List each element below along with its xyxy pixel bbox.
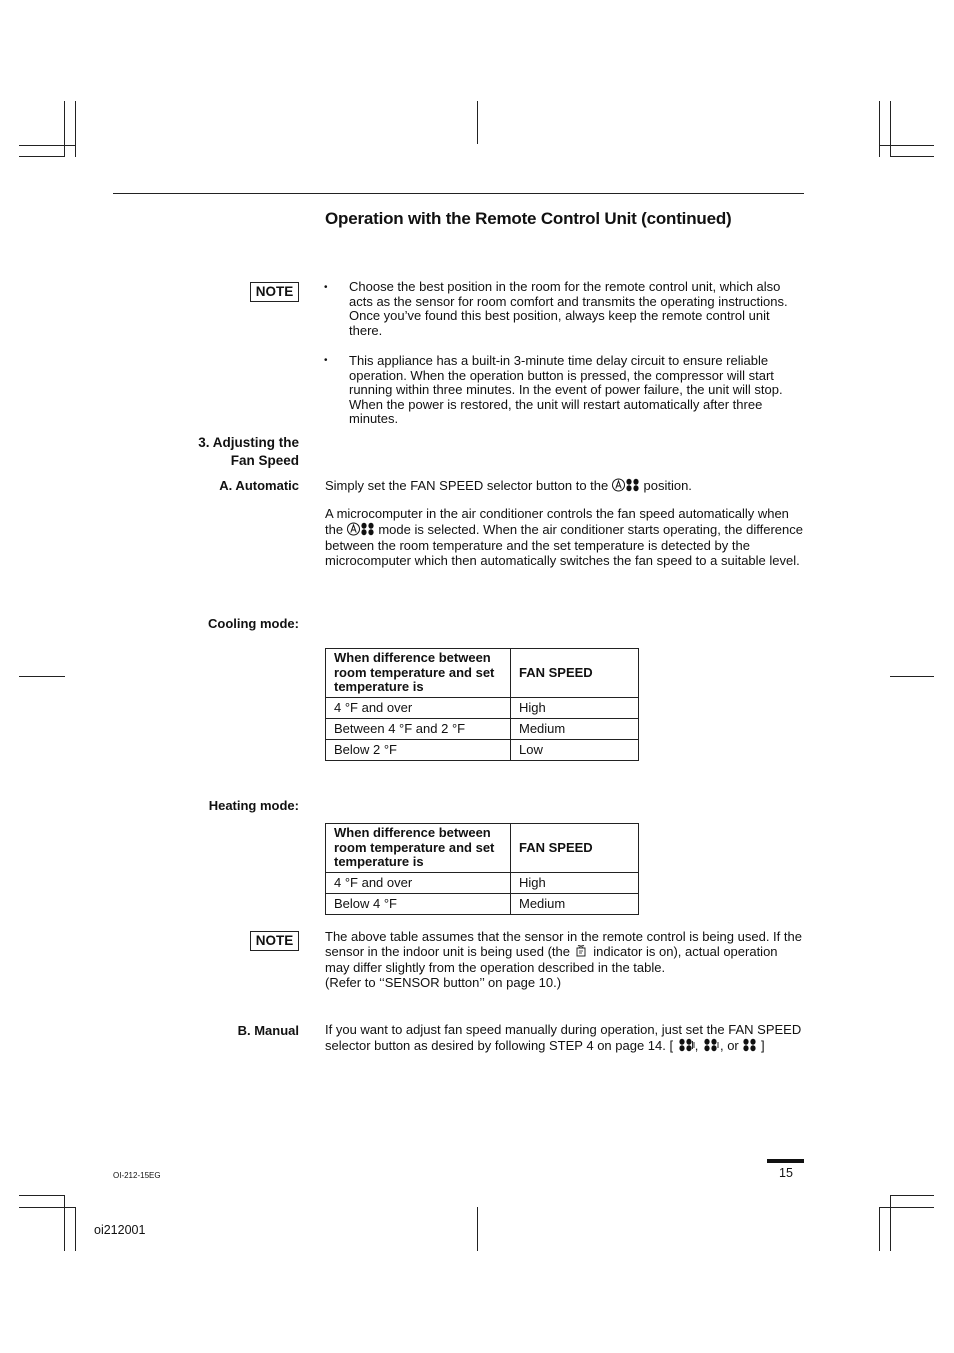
fan-high-icon	[677, 1038, 695, 1056]
crop-mark	[64, 1195, 65, 1251]
auto-fan-icon	[612, 478, 640, 496]
section-heading-line1: 3. Adjusting the	[198, 435, 299, 450]
table-cell: High	[511, 697, 639, 718]
automatic-paragraph-1	[325, 478, 803, 496]
crop-mark	[890, 1195, 891, 1251]
note-item: Choose the best position in the room for the remote control unit, which also acts as the sensor for room comfort and transmits the operating instructions. Once you’ve found this best position, always keep the remote control unit there.	[349, 279, 788, 338]
crop-mark	[879, 1207, 934, 1208]
crop-mark	[890, 676, 934, 677]
note-label: NOTE	[250, 282, 299, 302]
automatic-paragraph-2	[325, 507, 803, 568]
automatic-text: Simply set the FAN SPEED selector button to the	[325, 478, 609, 493]
fan-medium-icon	[702, 1038, 720, 1056]
crop-mark	[75, 101, 76, 157]
table-header-cell: FAN SPEED	[511, 649, 639, 698]
note-paragraph	[325, 930, 803, 990]
crop-mark	[879, 145, 934, 146]
note-text: indicator is on), actual operation may differ slightly from the operation described in the table.	[325, 943, 778, 975]
table-cell: 4 °F and over	[326, 697, 511, 718]
crop-mark	[19, 1207, 76, 1208]
file-id: oi212001	[94, 1223, 146, 1237]
table-cell: Below 4 °F	[326, 893, 511, 914]
crop-mark	[890, 156, 934, 157]
automatic-text: A microcomputer in the air conditioner controls the fan speed automatically when the	[325, 506, 789, 537]
section-heading	[150, 434, 299, 470]
table-row	[326, 872, 639, 893]
section-heading-line2: Fan Speed	[230, 453, 299, 468]
auto-fan-icon	[347, 522, 375, 540]
page-title: Operation with the Remote Control Unit (continued)	[325, 209, 732, 228]
table-cell: Medium	[511, 893, 639, 914]
cooling-mode-label: Cooling mode:	[208, 616, 299, 631]
bullet: •	[324, 355, 328, 366]
crop-mark	[879, 1207, 880, 1251]
heating-table	[325, 823, 639, 915]
page-number: 15	[779, 1166, 793, 1180]
crop-mark	[19, 156, 65, 157]
header-rule	[113, 193, 804, 194]
crop-mark	[19, 145, 76, 146]
table-row	[326, 893, 639, 914]
doc-code: OI-212-15EG	[113, 1171, 161, 1180]
table-cell: Below 2 °F	[326, 739, 511, 760]
crop-mark	[477, 1207, 478, 1251]
crop-mark	[19, 676, 65, 677]
sensor-indicator-icon	[574, 945, 590, 962]
note-refer: (Refer to ‘‘SENSOR button’’ on page 10.)	[325, 974, 562, 990]
crop-mark	[879, 101, 880, 157]
manual-label: B. Manual	[237, 1023, 299, 1038]
crop-mark	[75, 1207, 76, 1251]
automatic-text: position.	[643, 478, 692, 493]
table-row	[326, 718, 639, 739]
automatic-text: mode is selected. When the air conditioner starts operating, the difference between the room temperature and the set temperature is detected by the microcomputer which then automatically switches the fan speed to a suitable level.	[325, 521, 803, 568]
crop-mark	[19, 1195, 65, 1196]
table-cell: Medium	[511, 718, 639, 739]
manual-paragraph	[325, 1023, 803, 1055]
table-header-cell: FAN SPEED	[511, 824, 639, 873]
automatic-label: A. Automatic	[219, 478, 299, 493]
fan-low-icon	[742, 1038, 757, 1056]
crop-mark	[64, 101, 65, 157]
manual-separator: , or	[719, 1037, 739, 1053]
table-header-row	[326, 649, 639, 698]
table-cell: Low	[511, 739, 639, 760]
table-row	[326, 739, 639, 760]
table-header-cell: When difference between room temperature and set temperature is	[326, 649, 511, 698]
heating-mode-label: Heating mode:	[208, 798, 299, 813]
cooling-table	[325, 648, 639, 761]
table-header-row	[326, 824, 639, 873]
note-text: The above table assumes that the sensor in the remote control is being used. If the sensor in the indoor unit is being used (the	[325, 929, 802, 959]
crop-mark	[890, 101, 891, 157]
note-label: NOTE	[250, 931, 299, 951]
table-cell: High	[511, 872, 639, 893]
table-cell: 4 °F and over	[326, 872, 511, 893]
table-row	[326, 697, 639, 718]
manual-separator: ,	[694, 1037, 699, 1053]
crop-mark	[477, 101, 478, 144]
bullet: •	[324, 282, 328, 293]
crop-mark	[890, 1195, 934, 1196]
table-cell: Between 4 °F and 2 °F	[326, 718, 511, 739]
manual-text: If you want to adjust fan speed manually during operation, just set the FAN SPEED selector button as desired by following STEP 4 on page 14. [	[325, 1022, 802, 1053]
manual-text: ]	[761, 1037, 765, 1053]
note-item: This appliance has a built-in 3-minute time delay circuit to ensure reliable operation. When the operation button is pressed, the compressor will start running within three minutes. In the event of power failure, the unit will stop. When the power is restored, the unit will restart automatically after three minutes.	[349, 353, 783, 426]
table-header-cell: When difference between room temperature and set temperature is	[326, 824, 511, 873]
page-number-bar	[767, 1159, 804, 1163]
